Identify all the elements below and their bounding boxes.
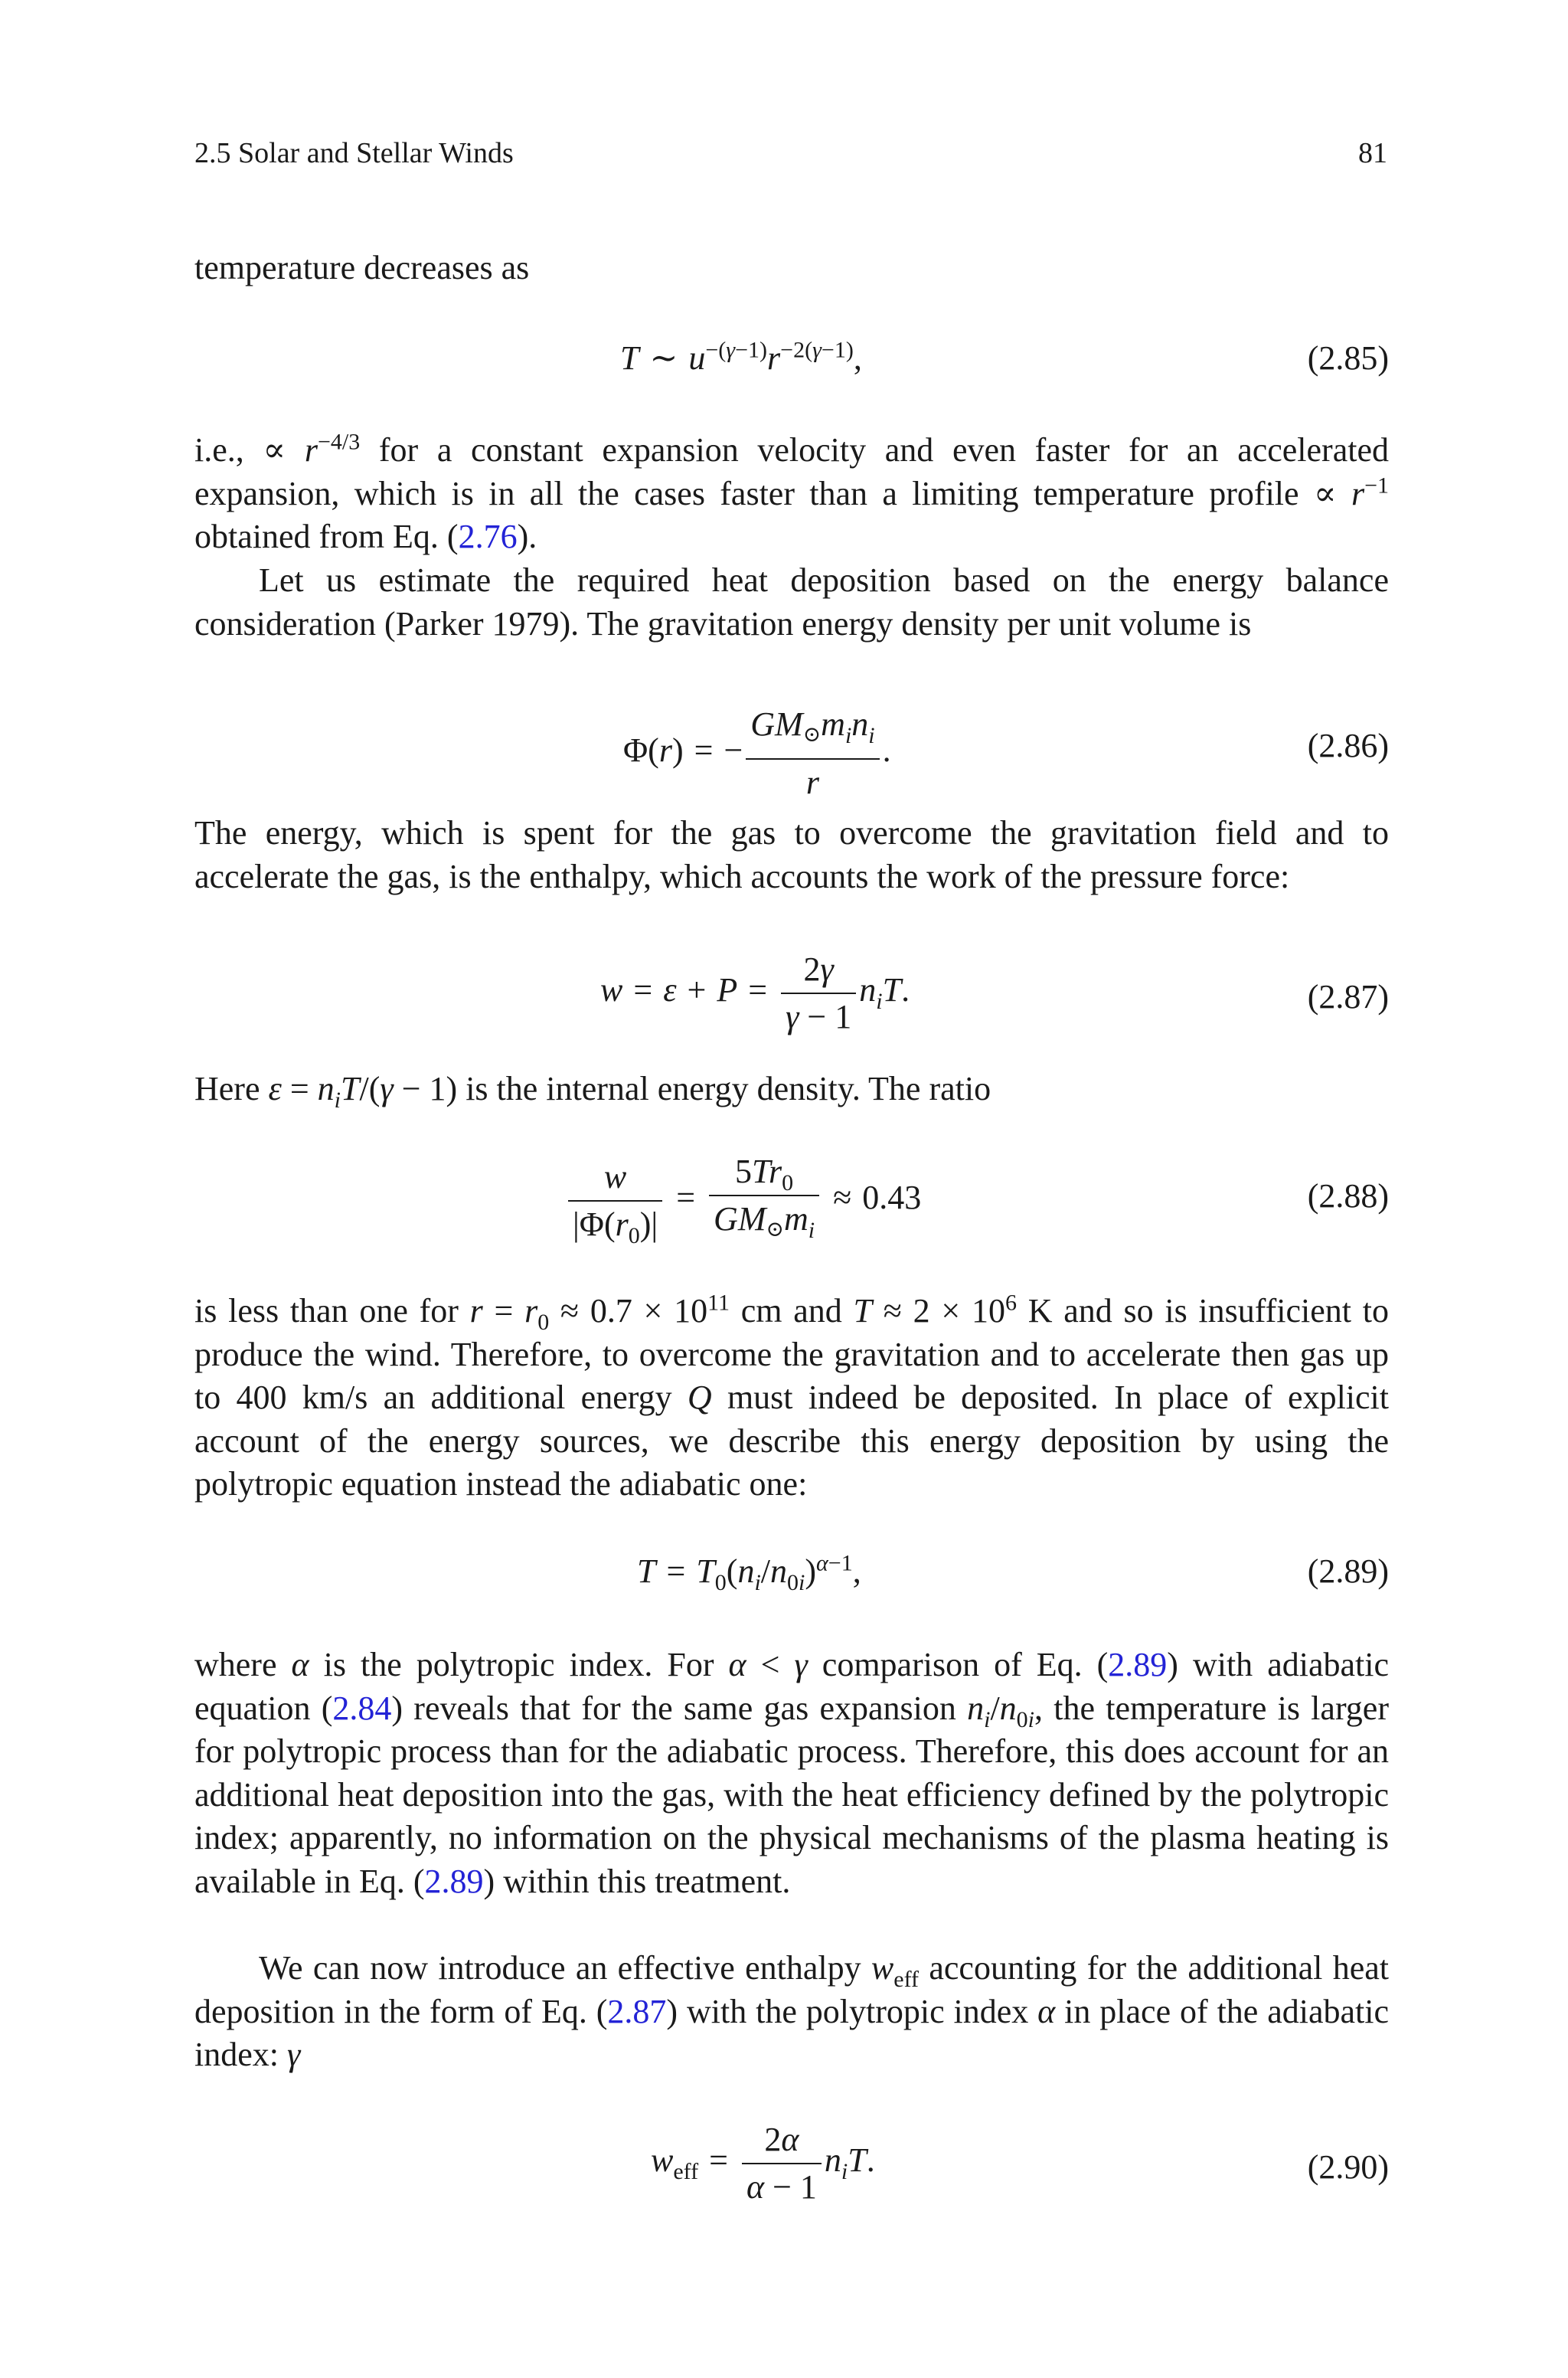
equation-2-89: $T = T_0(n_i/n_{0i})^{\alpha-1}$, (2.89)	[637, 1550, 1389, 1595]
paragraph-6: is less than one for $r = r_0 \approx 0.7 \times 10^{11}$ cm and $T \approx 2 \times 10^6$ K and so is insufficient to produce the wind. Therefore, to overcome the gravitation and to accelerate then gas up to 400 km/s an additional energy Q must indeed be deposited. In place of explicit account of the energy sources, we describe this energy deposition by using the polytropic equation instead the adiabatic one:	[194, 1290, 1390, 1503]
equation-2-85: T ∼ $u^{-(\gamma-1)}r^{-2(\gamma-1)}$, (2.85)	[620, 337, 1389, 377]
equation-number: (2.86)	[1307, 727, 1389, 764]
equation-2-88: $\frac{w}{|\Phi(r_0)|}$ = $\frac{5Tr_0}{GM⊙m_i}$ ≈ 0.43 (2.88)	[194, 1150, 1389, 1258]
equation-number: (2.87)	[1307, 978, 1389, 1016]
paragraph-5: Here $\varepsilon = n_iT/(\gamma - 1)$ is the internal energy density. The ratio	[194, 1070, 991, 1113]
eq-link-2-87[interactable]: 2.87	[607, 1992, 667, 2030]
page-number: 81	[1358, 137, 1387, 169]
paragraph-3: Let us estimate the required heat deposition based on the energy balance consideration (Parker 1979). The gravitation energy density per unit volume is	[194, 561, 1389, 643]
equation-number: (2.89)	[1307, 1552, 1389, 1590]
eq-link-2-84[interactable]: 2.84	[332, 1689, 392, 1727]
eq-link-2-76[interactable]: 2.76	[458, 518, 518, 556]
paragraph-8: We can now introduce an effective enthalpy $w_{eff}$ accounting for the additional heat deposition in the form of Eq. (2.87) with the polytropic index α in place of the adiabatic index: γ	[194, 1949, 1390, 2074]
equation-number: (2.85)	[1307, 339, 1389, 377]
paragraph-1: temperature decreases as	[194, 249, 530, 286]
paragraph-2: i.e., ∝ $r^{-4/3}$ for a constant expansion velocity and even faster for an accelerated expansion, which is in all the cases faster than a limiting temperature profile ∝ $r^{-1}$ obtained from Eq. (2.76).	[194, 429, 1389, 556]
running-header	[194, 136, 1387, 175]
eq-link-2-89[interactable]: 2.89	[1108, 1646, 1168, 1683]
paragraph-4: The energy, which is spent for the gas to overcome the gravitation field and to accelerate the gas, is the enthalpy, which accounts the work of the pressure force:	[194, 814, 1389, 895]
equation-2-87: w = ε + P = $\frac{2\gamma}{\gamma - 1}$ $n_iT$. (2.87)	[194, 948, 1389, 1048]
equation-number: (2.90)	[1307, 2148, 1389, 2186]
section-title: 2.5 Solar and Stellar Winds	[194, 137, 514, 169]
equation-2-90: $w_{eff}$ = $\frac{2\alpha}{\alpha - 1}$ $n_iT$. (2.90)	[194, 2118, 1389, 2218]
equation-number: (2.88)	[1307, 1177, 1389, 1215]
eq-link-2-89-b[interactable]: 2.89	[424, 1862, 484, 1900]
equation-2-86: Φ(r) = − $\frac{GM⊙m_in_i}{r}$ . (2.86)	[194, 703, 1389, 803]
paragraph-7: where α is the polytropic index. For α < γ comparison of Eq. (2.89) with adiabatic equation (2.84) reveals that for the same gas expansion $n_i/n_{0i}$, the temperature is larger for polytropic process than for the adiabatic process. Therefore, this does account for an additional heat deposition into the gas, with the heat efficiency defined by the polytropic index; apparently, no information on the physical mechanisms of the plasma heating is available in Eq. (2.89) within this treatment.	[194, 1646, 1389, 1900]
